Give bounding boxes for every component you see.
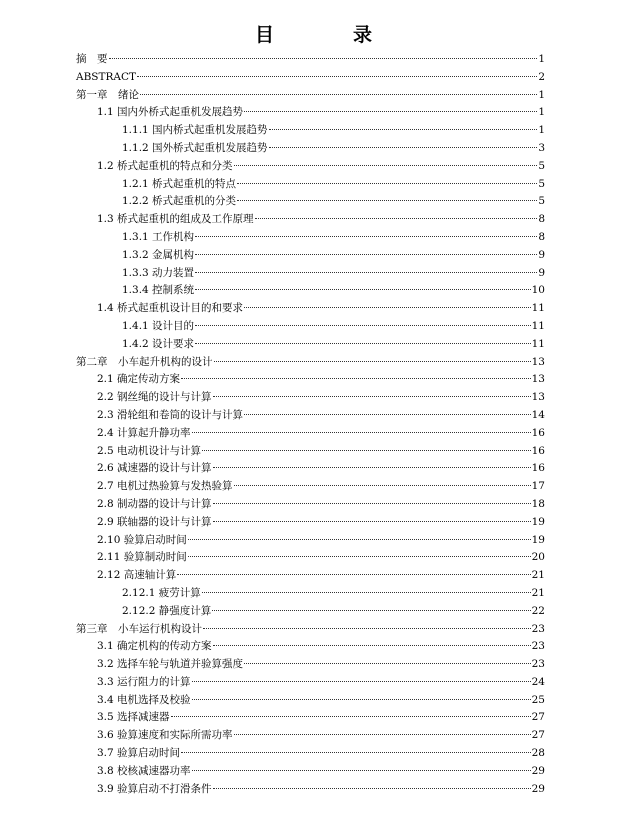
dot-leader — [192, 770, 531, 771]
toc-entry[interactable] — [76, 514, 545, 532]
toc-entry-label: 3.6 验算速度和实际所需功率 — [97, 729, 233, 742]
toc-entry-label: 2.12 高速轴计算 — [97, 569, 177, 582]
toc-entry[interactable] — [76, 265, 545, 283]
toc-entry-label: 3.7 验算启动时间 — [97, 747, 181, 760]
toc-entry[interactable] — [76, 709, 545, 727]
toc-entry[interactable] — [76, 407, 545, 425]
toc-entry-page-number: 14 — [531, 408, 545, 421]
dot-leader — [203, 628, 531, 629]
dot-leader — [214, 361, 531, 362]
toc-entry-label: 1.3 桥式起重机的组成及工作原理 — [97, 213, 254, 226]
toc-entry[interactable] — [76, 318, 545, 336]
toc-entry[interactable] — [76, 532, 545, 550]
toc-entry[interactable] — [76, 229, 545, 247]
toc-entry-label: 1.2.1 桥式起重机的特点 — [122, 177, 237, 190]
toc-entry-label: 1.3.4 控制系统 — [122, 284, 195, 297]
dot-leader — [192, 681, 531, 682]
dot-leader — [192, 432, 531, 433]
toc-entry-page-number: 21 — [531, 586, 545, 599]
toc-entry[interactable] — [76, 567, 545, 585]
toc-entry-label: 1.1.1 国内桥式起重机发展趋势 — [122, 124, 268, 137]
toc-entry-page-number: 1 — [538, 106, 545, 119]
dot-leader — [244, 111, 537, 112]
dot-leader — [137, 76, 537, 77]
dot-leader — [269, 147, 538, 148]
toc-entry-page-number: 18 — [531, 497, 545, 510]
toc-entry-page-number: 13 — [531, 355, 545, 368]
dot-leader — [212, 610, 530, 611]
toc-entry-label: 1.3.1 工作机构 — [122, 230, 195, 243]
toc-entry-page-number: 1 — [538, 124, 545, 137]
dot-leader — [269, 129, 538, 130]
toc-entry-label: 3.8 校核减速器功率 — [97, 764, 191, 777]
toc-entry-page-number: 11 — [531, 319, 545, 332]
toc-entry[interactable] — [76, 460, 545, 478]
toc-entry[interactable] — [76, 656, 545, 674]
toc-entry-label: 第二章 小车起升机构的设计 — [76, 355, 213, 368]
toc-entry-page-number: 28 — [531, 747, 545, 760]
dot-leader — [213, 788, 531, 789]
table-of-contents — [76, 51, 545, 798]
toc-entry[interactable] — [76, 674, 545, 692]
toc-entry-page-number: 23 — [531, 658, 545, 671]
toc-entry-page-number: 23 — [531, 640, 545, 653]
toc-entry[interactable] — [76, 282, 545, 300]
toc-entry-page-number: 9 — [538, 248, 545, 261]
toc-entry-label: 1.3.2 金属机构 — [122, 248, 195, 261]
toc-entry-page-number: 24 — [531, 675, 545, 688]
toc-entry-label: 1.4 桥式起重机设计目的和要求 — [97, 302, 244, 315]
toc-entry[interactable] — [76, 104, 545, 122]
toc-entry-label: 3.9 验算启动不打滑条件 — [97, 782, 212, 795]
dot-leader — [192, 699, 531, 700]
toc-entry-page-number: 16 — [531, 444, 545, 457]
toc-entry-label: 2.2 钢丝绳的设计与计算 — [97, 391, 212, 404]
toc-entry-label: 1.2 桥式起重机的特点和分类 — [97, 159, 233, 172]
toc-entry-page-number: 5 — [538, 195, 545, 208]
dot-leader — [109, 58, 538, 59]
toc-entry-label: 2.6 减速器的设计与计算 — [97, 462, 212, 475]
toc-entry-page-number: 27 — [531, 729, 545, 742]
toc-entry-label: 2.11 验算制动时间 — [97, 551, 187, 564]
toc-entry-page-number: 8 — [538, 213, 545, 226]
toc-entry-label: 2.3 滑轮组和卷筒的设计与计算 — [97, 408, 244, 421]
toc-entry-page-number: 19 — [531, 515, 545, 528]
toc-entry-label: 1.1 国内外桥式起重机发展趋势 — [97, 106, 244, 119]
toc-entry-page-number: 29 — [531, 764, 545, 777]
dot-leader — [234, 734, 531, 735]
toc-entry-page-number: 16 — [531, 426, 545, 439]
dot-leader — [188, 556, 531, 557]
dot-leader — [213, 503, 531, 504]
toc-entry[interactable] — [76, 211, 545, 229]
toc-entry-label: 1.2.2 桥式起重机的分类 — [122, 195, 237, 208]
toc-entry-label: 1.4.1 设计目的 — [122, 319, 195, 332]
dot-leader — [171, 716, 531, 717]
toc-entry-label: ABSTRACT — [76, 70, 137, 83]
toc-entry[interactable] — [76, 549, 545, 567]
toc-entry[interactable] — [76, 496, 545, 514]
dot-leader — [213, 521, 531, 522]
toc-entry[interactable] — [76, 122, 545, 140]
toc-entry-page-number: 25 — [531, 693, 545, 706]
dot-leader — [244, 663, 531, 664]
toc-entry-page-number: 13 — [531, 391, 545, 404]
dot-leader — [202, 450, 531, 451]
toc-entry[interactable] — [76, 336, 545, 354]
toc-entry-label: 2.7 电机过热验算与发热验算 — [97, 480, 233, 493]
toc-entry-label: 2.9 联轴器的设计与计算 — [97, 515, 212, 528]
toc-entry-page-number: 11 — [531, 337, 545, 350]
toc-entry-label: 1.3.3 动力装置 — [122, 266, 195, 279]
dot-leader — [195, 272, 537, 273]
toc-entry[interactable] — [76, 478, 545, 496]
toc-entry-page-number: 22 — [531, 604, 545, 617]
toc-entry[interactable] — [76, 51, 545, 69]
toc-entry-page-number: 1 — [538, 53, 545, 65]
toc-entry-label: 1.4.2 设计要求 — [122, 337, 195, 350]
toc-title: 目 录 — [254, 24, 402, 46]
toc-entry[interactable] — [76, 585, 545, 603]
toc-entry[interactable] — [76, 425, 545, 443]
toc-entry[interactable] — [76, 692, 545, 710]
toc-entry-page-number: 29 — [531, 782, 545, 795]
toc-entry-page-number: 8 — [538, 230, 545, 243]
toc-entry-label: 2.12.1 疲劳计算 — [122, 586, 201, 599]
dot-leader — [195, 236, 537, 237]
toc-entry-label: 第一章 绪论 — [76, 88, 139, 101]
dot-leader — [140, 94, 537, 95]
toc-entry[interactable] — [76, 727, 545, 745]
toc-entry-page-number: 13 — [531, 373, 545, 386]
toc-entry[interactable] — [76, 354, 545, 372]
dot-leader — [188, 539, 531, 540]
toc-entry-page-number: 17 — [531, 480, 545, 493]
dot-leader — [195, 325, 531, 326]
toc-entry[interactable] — [76, 763, 545, 781]
toc-entry[interactable] — [76, 389, 545, 407]
dot-leader — [213, 645, 531, 646]
dot-leader — [255, 218, 538, 219]
toc-entry-label: 3.2 选择车轮与轨道并验算强度 — [97, 658, 244, 671]
toc-entry[interactable] — [76, 69, 545, 87]
toc-entry-page-number: 19 — [531, 533, 545, 546]
toc-entry[interactable] — [76, 621, 545, 639]
dot-leader — [181, 752, 531, 753]
toc-entry-page-number: 11 — [531, 302, 545, 315]
toc-entry-page-number: 16 — [531, 462, 545, 475]
dot-leader — [234, 485, 531, 486]
toc-entry-label: 3.1 确定机构的传动方案 — [97, 640, 212, 653]
toc-entry-page-number: 2 — [538, 70, 545, 83]
toc-entry[interactable] — [76, 745, 545, 763]
toc-entry[interactable] — [76, 176, 545, 194]
toc-entry-page-number: 9 — [538, 266, 545, 279]
dot-leader — [244, 414, 531, 415]
toc-entry-label: 2.10 验算启动时间 — [97, 533, 187, 546]
toc-entry[interactable] — [76, 603, 545, 621]
toc-entry-label: 第三章 小车运行机构设计 — [76, 622, 202, 635]
toc-entry-label: 2.8 制动器的设计与计算 — [97, 497, 212, 510]
toc-entry[interactable] — [76, 158, 545, 176]
dot-leader — [195, 343, 531, 344]
dot-leader — [195, 254, 537, 255]
toc-entry-label: 3.5 选择减速器 — [97, 711, 170, 724]
dot-leader — [244, 307, 531, 308]
toc-entry-label: 摘 要 — [76, 53, 108, 65]
toc-entry-label: 2.5 电动机设计与计算 — [97, 444, 202, 457]
dot-leader — [234, 165, 538, 166]
toc-entry[interactable] — [76, 140, 545, 158]
toc-entry-page-number: 5 — [538, 177, 545, 190]
toc-entry-label: 3.3 运行阻力的计算 — [97, 675, 191, 688]
toc-entry-page-number: 20 — [531, 551, 545, 564]
dot-leader — [237, 183, 537, 184]
dot-leader — [195, 289, 531, 290]
toc-entry[interactable] — [76, 371, 545, 389]
toc-entry-page-number: 27 — [531, 711, 545, 724]
toc-entry-page-number: 23 — [531, 622, 545, 635]
dot-leader — [202, 592, 531, 593]
toc-entry-label: 1.1.2 国外桥式起重机发展趋势 — [122, 141, 268, 154]
dot-leader — [181, 378, 531, 379]
toc-entry[interactable] — [76, 443, 545, 461]
dot-leader — [177, 574, 530, 575]
toc-entry[interactable] — [76, 300, 545, 318]
toc-entry[interactable] — [76, 193, 545, 211]
toc-entry-label: 2.1 确定传动方案 — [97, 373, 181, 386]
toc-entry[interactable] — [76, 247, 545, 265]
toc-entry-page-number: 10 — [531, 284, 545, 297]
toc-entry-label: 2.12.2 静强度计算 — [122, 604, 212, 617]
toc-entry-page-number: 5 — [538, 159, 545, 172]
dot-leader — [213, 396, 531, 397]
toc-entry-label: 3.4 电机选择及校验 — [97, 693, 191, 706]
dot-leader — [237, 200, 537, 201]
toc-entry[interactable] — [76, 87, 545, 105]
toc-entry[interactable] — [76, 781, 545, 799]
toc-entry[interactable] — [76, 638, 545, 656]
toc-entry-page-number: 1 — [538, 88, 545, 101]
toc-entry-page-number: 3 — [538, 141, 545, 154]
toc-entry-page-number: 21 — [531, 569, 545, 582]
dot-leader — [213, 467, 531, 468]
toc-entry-label: 2.4 计算起升静功率 — [97, 426, 191, 439]
